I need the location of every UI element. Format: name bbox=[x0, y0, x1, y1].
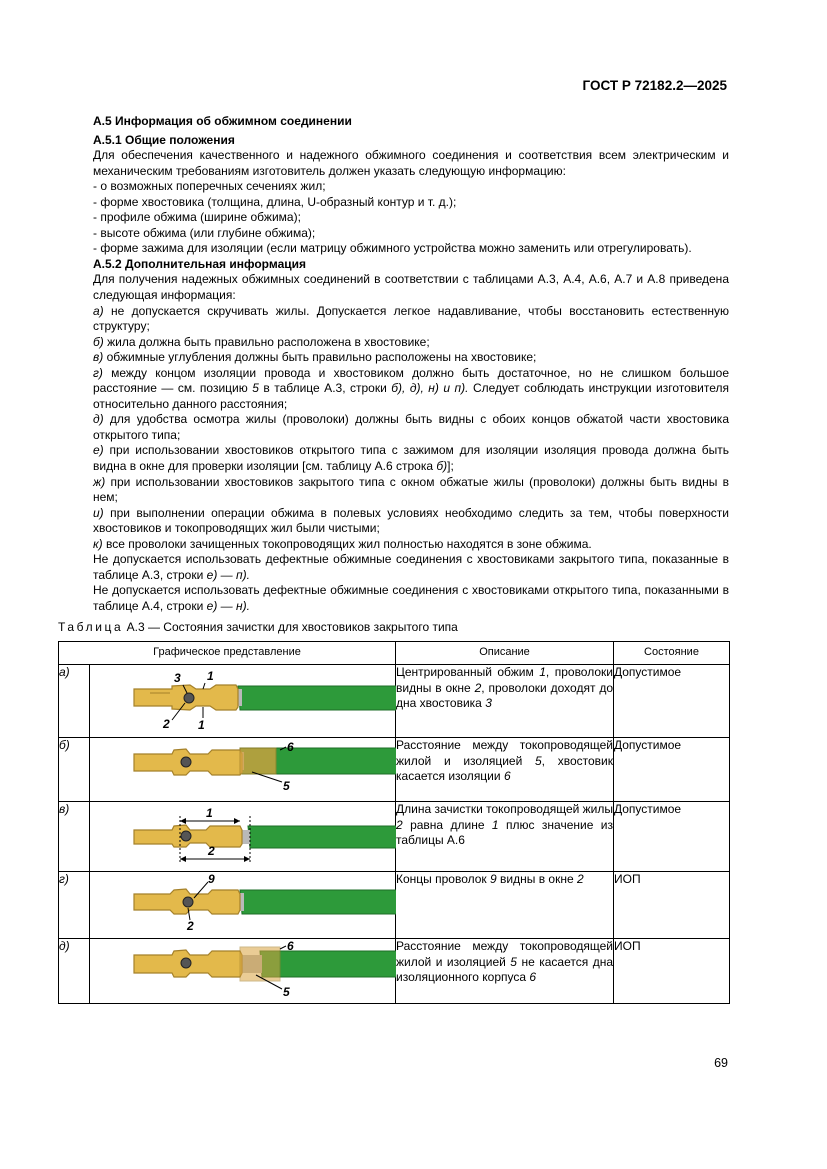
callout-label: 6 bbox=[287, 740, 294, 754]
desc-ref: 1 bbox=[539, 665, 546, 679]
desc-ref: 2 bbox=[576, 872, 584, 886]
list-item: - высоте обжима (или глубине обжима); bbox=[93, 225, 316, 240]
leader-line bbox=[203, 683, 205, 689]
desc-text: Центрированный обжим bbox=[396, 665, 540, 679]
insulation-sleeve bbox=[238, 686, 396, 710]
table-a3 bbox=[58, 641, 730, 1004]
inspection-window bbox=[184, 693, 194, 703]
desc-ref: 5 bbox=[510, 954, 517, 969]
row-state: Допустимое bbox=[614, 738, 730, 802]
callout-label: 9 bbox=[208, 872, 215, 886]
intro-paragraph: Для обеспечения качественного и надежного обжимного соединения и соответствия всем электрическим и механическим требованиям изготовитель должен указать следующую информацию: bbox=[93, 148, 729, 178]
item-text: обжимные углубления должны быть правильно расположены на хвостовике; bbox=[103, 350, 537, 365]
inspection-window bbox=[181, 958, 191, 968]
callout-label: 1 bbox=[206, 806, 213, 820]
desc-ref: 5 bbox=[534, 753, 542, 768]
note-text: Не допускается использовать дефектные обжимные соединения с хвостовиками открытого типа, показанными в таблице А.4, строки bbox=[93, 583, 729, 613]
desc-text: Расстояние между токопроводящей жилой и изоляцией bbox=[396, 939, 613, 969]
callout-label: 2 bbox=[187, 919, 194, 933]
callout-label: 1 bbox=[207, 669, 214, 683]
note-ref: е) — п). bbox=[206, 567, 250, 582]
subsection-title-a51: А.5.1 Общие положения bbox=[93, 132, 235, 147]
arrow-head bbox=[234, 818, 240, 824]
desc-text: не касается дна изоляционного корпуса bbox=[396, 954, 613, 984]
table-caption-text: А.3 — Состояния зачистки для хвостовиков закрытого типа bbox=[123, 620, 458, 634]
item-text: не допускается скручивать жилы. Допускается легкое надавливание, чтобы восстановить естественную структуру; bbox=[93, 303, 729, 334]
section-title: А.5 Информация об обжимном соединении bbox=[93, 114, 352, 128]
note-open-type bbox=[93, 583, 729, 614]
insulation-sleeve bbox=[240, 890, 396, 914]
insulation-sleeve bbox=[248, 826, 396, 848]
row-state: ИОП bbox=[614, 939, 730, 1004]
table-row bbox=[59, 738, 730, 802]
item-ref: б), д), н) и п). bbox=[391, 381, 469, 396]
inspection-window bbox=[181, 757, 191, 767]
desc-text: Концы проволок bbox=[396, 872, 491, 886]
note-text: Не допускается использовать дефектные обжимные соединения с хвостовиками закрытого типа, показанные в таблице А.3, строки bbox=[93, 552, 729, 582]
desc-text: Длина зачистки токопроводящей жилы bbox=[396, 802, 614, 816]
table-row bbox=[59, 802, 730, 872]
table-caption-word: Таблица bbox=[58, 620, 124, 634]
desc-ref: 1 bbox=[491, 817, 499, 832]
item-ref: б) bbox=[436, 459, 448, 474]
callout-label: 3 bbox=[174, 671, 181, 685]
list-item-a bbox=[93, 304, 729, 335]
row-description bbox=[396, 802, 614, 872]
arrow-head bbox=[180, 856, 186, 862]
row-description bbox=[396, 939, 614, 1004]
desc-ref: 2 bbox=[474, 680, 482, 695]
note-closed-type bbox=[93, 552, 729, 583]
section-a5 bbox=[93, 114, 729, 615]
callout-label: 5 bbox=[283, 985, 290, 999]
row-description bbox=[396, 738, 614, 802]
row-label: в) bbox=[59, 802, 90, 872]
list-item-k bbox=[93, 537, 729, 553]
callout-label: 1 bbox=[198, 718, 205, 732]
crimp-diagram-strip-length bbox=[90, 802, 396, 871]
desc-text: плюс значение из таблицы А.6 bbox=[396, 817, 613, 847]
row-state: Допустимое bbox=[614, 802, 730, 872]
item-text: при использовании хвостовиков открытого типа с зажимом для изоляции изоляция провода должна быть видна в окне для проверки изоляции [см. таблицу А.6 строка bbox=[93, 443, 729, 474]
arrow-head bbox=[244, 856, 250, 862]
row-diagram bbox=[90, 939, 396, 1004]
item-ref: 5 bbox=[252, 381, 259, 396]
item-text: при использовании хвостовиков закрытого типа с окном обжатые жилы (проволоки) должны быть видны в нем; bbox=[93, 474, 729, 505]
item-text: для удобства осмотра жилы (проволоки) должны быть видны с обоих концов обжатой части хвостовика открытого типа; bbox=[93, 412, 729, 442]
desc-text: видны в окне bbox=[496, 872, 577, 886]
item-letter: в) bbox=[93, 350, 104, 365]
row-diagram bbox=[90, 872, 396, 939]
item-text: в таблице А.3, строки bbox=[258, 381, 392, 396]
item-letter: б) bbox=[93, 334, 104, 349]
list-item-b bbox=[93, 335, 729, 351]
item-letter: ж) bbox=[93, 474, 106, 489]
list-item: - о возможных поперечных сечениях жил; bbox=[93, 179, 326, 194]
item-letter: д) bbox=[93, 412, 104, 427]
item-text: Следует соблюдать инструкции изготовителя относительно данного расстояния; bbox=[93, 381, 730, 411]
list-item-d bbox=[93, 412, 729, 443]
note-ref: е) — н). bbox=[206, 598, 250, 613]
row-description bbox=[396, 665, 614, 738]
leader-line bbox=[280, 946, 286, 949]
row-state: Допустимое bbox=[614, 665, 730, 738]
row-diagram bbox=[90, 802, 396, 872]
desc-ref: 2 bbox=[396, 817, 403, 832]
table-caption bbox=[58, 620, 728, 635]
table-row bbox=[59, 939, 730, 1004]
crimp-diagram-insulation-gap bbox=[90, 939, 396, 1003]
desc-text: Расстояние между токопроводящей жилой и изоляцией bbox=[396, 738, 613, 768]
desc-ref: 6 bbox=[529, 970, 537, 984]
row-diagram bbox=[90, 665, 396, 738]
list-item-g bbox=[93, 366, 729, 413]
desc-ref: 9 bbox=[490, 872, 497, 886]
insulation-grip bbox=[240, 748, 276, 774]
inspection-window bbox=[183, 897, 193, 907]
item-letter: и) bbox=[93, 505, 104, 520]
desc-text: равна длине bbox=[402, 817, 492, 832]
list-item-e bbox=[93, 443, 729, 474]
item-text: жила должна быть правильно расположена в хвостовике; bbox=[103, 334, 430, 349]
list-item-zh bbox=[93, 475, 729, 506]
list-item: - форме зажима для изоляции (если матрицу обжимного устройства можно заменить или отрегулировать). bbox=[93, 241, 692, 256]
row-label: г) bbox=[59, 872, 90, 939]
item-text: при выполнении операции обжима в полевых условиях необходимо следить за тем, чтобы поверхности хвостовиков и токопроводящих жил были чистыми; bbox=[93, 505, 729, 536]
table-row bbox=[59, 872, 730, 939]
standard-designation: ГОСТ Р 72182.2—2025 bbox=[582, 78, 727, 93]
table-row bbox=[59, 665, 730, 738]
list-item-v bbox=[93, 350, 729, 366]
row-label: д) bbox=[59, 939, 90, 1004]
item-letter: г) bbox=[93, 365, 103, 380]
row-state: ИОП bbox=[614, 872, 730, 939]
list-item: - профиле обжима (ширине обжима); bbox=[93, 210, 301, 225]
desc-ref: 3 bbox=[485, 696, 492, 710]
arrow-head bbox=[180, 818, 186, 824]
callout-label: 5 bbox=[283, 779, 290, 793]
item-letter: к) bbox=[93, 536, 103, 551]
row-diagram bbox=[90, 738, 396, 802]
desc-text: , проволоки видны в окне bbox=[396, 665, 613, 695]
insulation-grip bbox=[240, 947, 280, 981]
row-description bbox=[396, 872, 614, 939]
row-label: а) bbox=[59, 665, 90, 738]
list-item: - форме хвостовика (толщина, длина, U-образный контур и т. д.); bbox=[93, 194, 457, 209]
table-header-row bbox=[59, 642, 730, 665]
item-letter: е) bbox=[93, 443, 104, 458]
list-item-i bbox=[93, 506, 729, 537]
intro-paragraph: Для получения надежных обжимных соединений в соответствии с таблицами А.3, А.4, А.6, А.7 и А.8 приведена следующая информация: bbox=[93, 272, 729, 303]
item-text: все проволоки зачищенных токопроводящих жил полностью находятся в зоне обжима. bbox=[102, 536, 592, 551]
item-letter: а) bbox=[93, 303, 104, 318]
inspection-window bbox=[181, 831, 191, 841]
crimp-diagram-insulation-touch bbox=[90, 738, 396, 801]
callout-label: 2 bbox=[163, 717, 170, 731]
desc-text: , проволоки доходят до дна хвостовика bbox=[396, 680, 613, 710]
header-graphic: Графическое представление bbox=[59, 642, 396, 665]
item-text: ]; bbox=[447, 459, 454, 474]
page-number: 69 bbox=[714, 1056, 728, 1070]
crimp-diagram-wire-ends bbox=[90, 872, 396, 938]
callout-label: 6 bbox=[287, 939, 294, 953]
desc-text: , хвостовик касается изоляции bbox=[396, 753, 613, 783]
callout-label: 2 bbox=[208, 844, 215, 858]
header-description: Описание bbox=[396, 642, 614, 665]
item-text: между концом изоляции провода и хвостовиком должно быть достаточное, но не слишком большое расстояние — см. позицию bbox=[93, 365, 729, 396]
desc-ref: 6 bbox=[503, 769, 511, 783]
row-label: б) bbox=[59, 738, 90, 802]
crimp-diagram-centered bbox=[90, 665, 396, 737]
subsection-title-a52: А.5.2 Дополнительная информация bbox=[93, 256, 306, 271]
header-state: Состояние bbox=[614, 642, 730, 665]
